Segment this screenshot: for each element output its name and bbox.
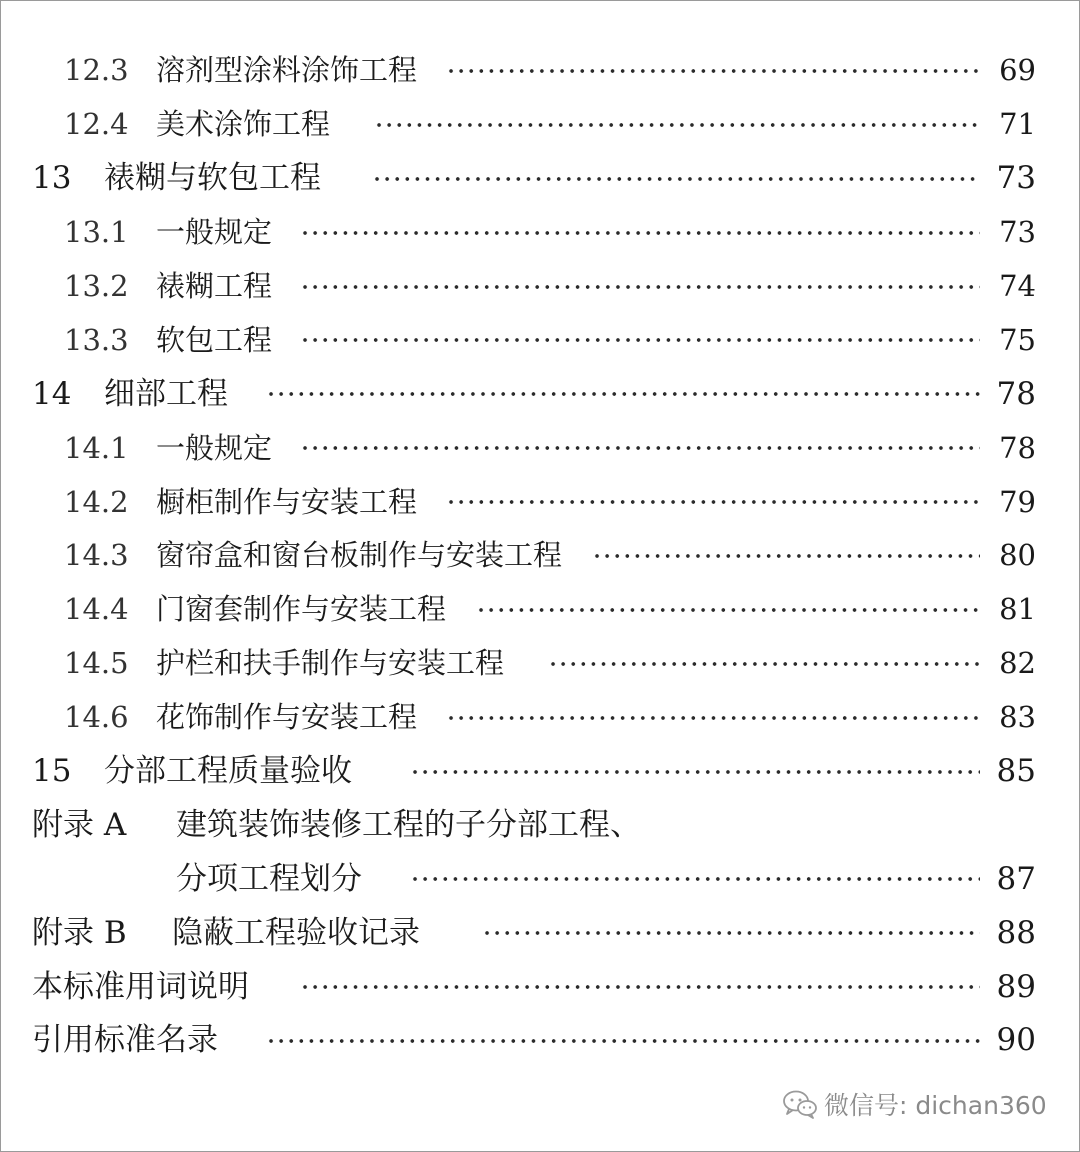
toc-chapter-number: 14 [32,375,72,412]
toc-page-number: 83 [999,700,1036,735]
toc-appendix-title: 隐蔽工程验收记录 [172,914,420,951]
toc-dot-leader [482,931,980,935]
toc-chapter-number: 15 [32,753,72,790]
toc-page-number: 74 [999,269,1036,303]
toc-chapter-title: 分部工程质量验收 [104,753,352,790]
toc-row [0,98,1080,152]
toc-section-title: 裱糊工程 [156,269,273,303]
toc-dot-leader [476,608,980,612]
toc-page-number: 69 [999,53,1036,88]
toc-row [0,637,1080,691]
toc-dot-leader [592,554,980,558]
toc-page-number: 79 [999,484,1036,519]
toc-section-title: 花饰制作与安装工程 [156,700,418,735]
toc-section-number: 12.3 [64,53,129,88]
toc-row [0,906,1080,960]
toc-section-title: 一般规定 [156,430,273,465]
toc-dot-leader [266,392,980,396]
toc-section-number: 13.3 [64,322,129,357]
toc-page-number: 89 [996,968,1036,1005]
toc-page-number: 88 [996,914,1036,951]
toc-dot-leader [300,446,980,450]
toc-row [0,44,1080,98]
wechat-watermark [782,1086,1047,1122]
toc-row [0,313,1080,367]
toc-row [0,421,1080,475]
toc-section-title: 护栏和扶手制作与安装工程 [156,646,505,681]
toc-chapter-number: 13 [32,160,72,197]
toc-chapter-title: 细部工程 [104,375,228,412]
toc-appendix-label: 附录 B [32,914,127,951]
toc-entry-title: 本标准用词说明 [32,968,249,1005]
toc-section-title: 美术涂饰工程 [156,107,331,142]
toc-dot-leader [446,500,980,504]
toc-appendix-title-continued: 分项工程划分 [176,860,362,897]
toc-row [0,152,1080,206]
toc-page-number: 78 [999,430,1036,465]
toc-section-number: 14.3 [64,538,129,573]
toc-dot-leader [300,285,980,289]
toc-section-number: 13.1 [64,215,129,250]
toc-appendix-title: 建筑装饰装修工程的子分部工程、 [176,806,641,843]
toc-dot-leader [446,69,980,73]
table-of-contents [0,44,1080,1068]
toc-section-number: 12.4 [64,107,129,142]
toc-row [0,798,1080,852]
toc-page-number: 87 [996,860,1036,897]
toc-row [0,960,1080,1014]
toc-row [0,206,1080,260]
toc-section-title: 门窗套制作与安装工程 [156,592,447,627]
toc-dot-leader [300,231,980,235]
toc-page-number: 75 [999,322,1036,357]
toc-section-title: 一般规定 [156,215,273,250]
toc-page-number: 73 [996,160,1036,197]
toc-page-number: 78 [996,375,1036,412]
toc-section-title: 溶剂型涂料涂饰工程 [156,53,418,88]
toc-appendix-label: 附录 A [32,806,127,843]
toc-row [0,367,1080,421]
toc-row [0,852,1080,906]
toc-row [0,529,1080,583]
toc-section-number: 14.2 [64,484,129,519]
toc-section-title: 软包工程 [156,322,273,357]
toc-entry-title: 引用标准名录 [32,1022,218,1059]
toc-row [0,583,1080,637]
toc-dot-leader [300,985,980,989]
toc-section-number: 14.6 [64,700,129,735]
watermark-text: 微信号: dichan360 [824,1091,1047,1120]
toc-dot-leader [374,123,980,127]
toc-section-number: 14.5 [64,646,129,681]
toc-page-number: 81 [999,592,1036,627]
toc-page-number: 90 [996,1022,1036,1059]
wechat-icon [782,1089,818,1119]
toc-dot-leader [300,338,980,342]
toc-page-number: 80 [999,538,1036,573]
toc-page-number: 71 [999,107,1036,142]
toc-row [0,1014,1080,1068]
toc-row [0,260,1080,314]
toc-chapter-title: 裱糊与软包工程 [104,160,321,197]
toc-dot-leader [548,662,980,666]
toc-dot-leader [410,877,980,881]
toc-section-title: 橱柜制作与安装工程 [156,484,418,519]
toc-section-number: 13.2 [64,269,129,303]
toc-page-number: 82 [999,646,1036,681]
toc-page-number: 85 [996,753,1036,790]
toc-section-title: 窗帘盒和窗台板制作与安装工程 [156,538,563,573]
toc-row [0,475,1080,529]
toc-section-number: 14.4 [64,592,129,627]
toc-page-number: 73 [999,215,1036,250]
toc-dot-leader [372,177,980,181]
toc-row [0,691,1080,745]
toc-dot-leader [266,1039,980,1043]
toc-dot-leader [446,716,980,720]
toc-dot-leader [410,770,980,774]
toc-row [0,745,1080,799]
toc-section-number: 14.1 [64,430,129,465]
